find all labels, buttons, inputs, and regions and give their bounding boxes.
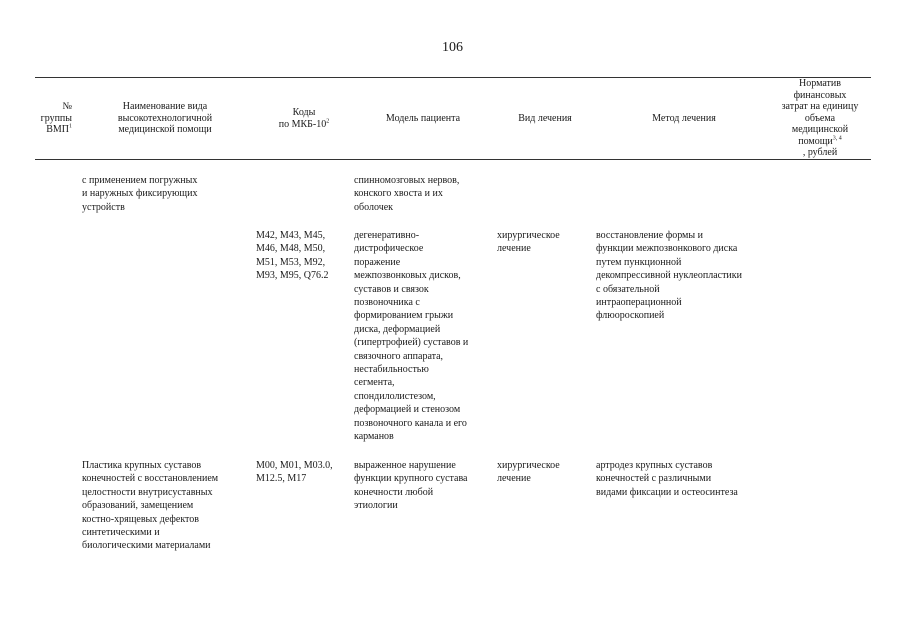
header-col-norm	[770, 78, 870, 159]
cell-model: спинномозговых нервов, конского хвоста и их оболочек	[354, 175, 460, 213]
cell-type: хирургическое лечение	[497, 230, 560, 255]
cell-model: дегенеративно- дистрофическое поражение межпозвонковых дисков, суставов и связок позвоночника с формированием грыжи диска, деформацией (гипертрофией) суставов и связочного аппарата, нестабильностью сегмента, спондилолистезом, деформацией и стенозом позвоночного канала и его карманов	[354, 230, 469, 443]
header-col-number	[36, 78, 72, 159]
header-col-norm-tail: , рублей	[802, 147, 838, 159]
cell-name: с применением погружных и наружных фиксирующих устройств	[82, 175, 198, 213]
header-bottom-rule	[35, 159, 871, 160]
cell-type: хирургическое лечение	[497, 460, 560, 485]
header-col-method	[594, 78, 774, 159]
header-col-model-text: Модель пациента	[385, 112, 461, 124]
header-col-norm-text: Норматив финансовых затрат на единицу объема медицинской помощи	[781, 78, 859, 147]
cell-codes: M42, M43, M45, M46, M48, M50, M51, M53, M92, M93, M95, Q76.2	[256, 230, 329, 282]
footnote-marker: 1	[69, 123, 72, 130]
footnote-marker: 2	[326, 118, 330, 125]
header-col-model	[352, 78, 494, 159]
cell-codes: M00, M01, M03.0, M12.5, M17	[256, 460, 333, 485]
page-number: 106	[442, 40, 463, 55]
cell-model: выраженное нарушение функции крупного сустава конечности любой этиологии	[354, 460, 468, 512]
header-col-type-text: Вид лечения	[518, 112, 572, 124]
footnote-marker: 3, 4	[832, 135, 842, 142]
header-col-codes	[252, 78, 356, 159]
cell-method: восстановление формы и функции межпозвонкового диска путем пункционной декомпрессивной нуклеопластики с обязательной интраоперационной флюороскопией	[596, 230, 742, 322]
header-col-method-text: Метод лечения	[652, 112, 716, 124]
header-col-number-text: № группы ВМП	[40, 101, 72, 136]
cell-method: артродез крупных суставов конечностей с различными видами фиксации и остеосинтеза	[596, 460, 738, 498]
header-col-name	[100, 78, 230, 159]
cell-name: Пластика крупных суставов конечностей с восстановлением целостности внутрисуставных образований, замещением костно-хрящевых дефектов синтетическими и биологическими материалами	[82, 460, 219, 552]
header-col-codes-text: Коды по МКБ-10	[278, 107, 327, 130]
header-col-name-text: Наименование вида высокотехнологичной медицинской помощи	[117, 101, 213, 136]
header-col-type	[496, 78, 594, 159]
